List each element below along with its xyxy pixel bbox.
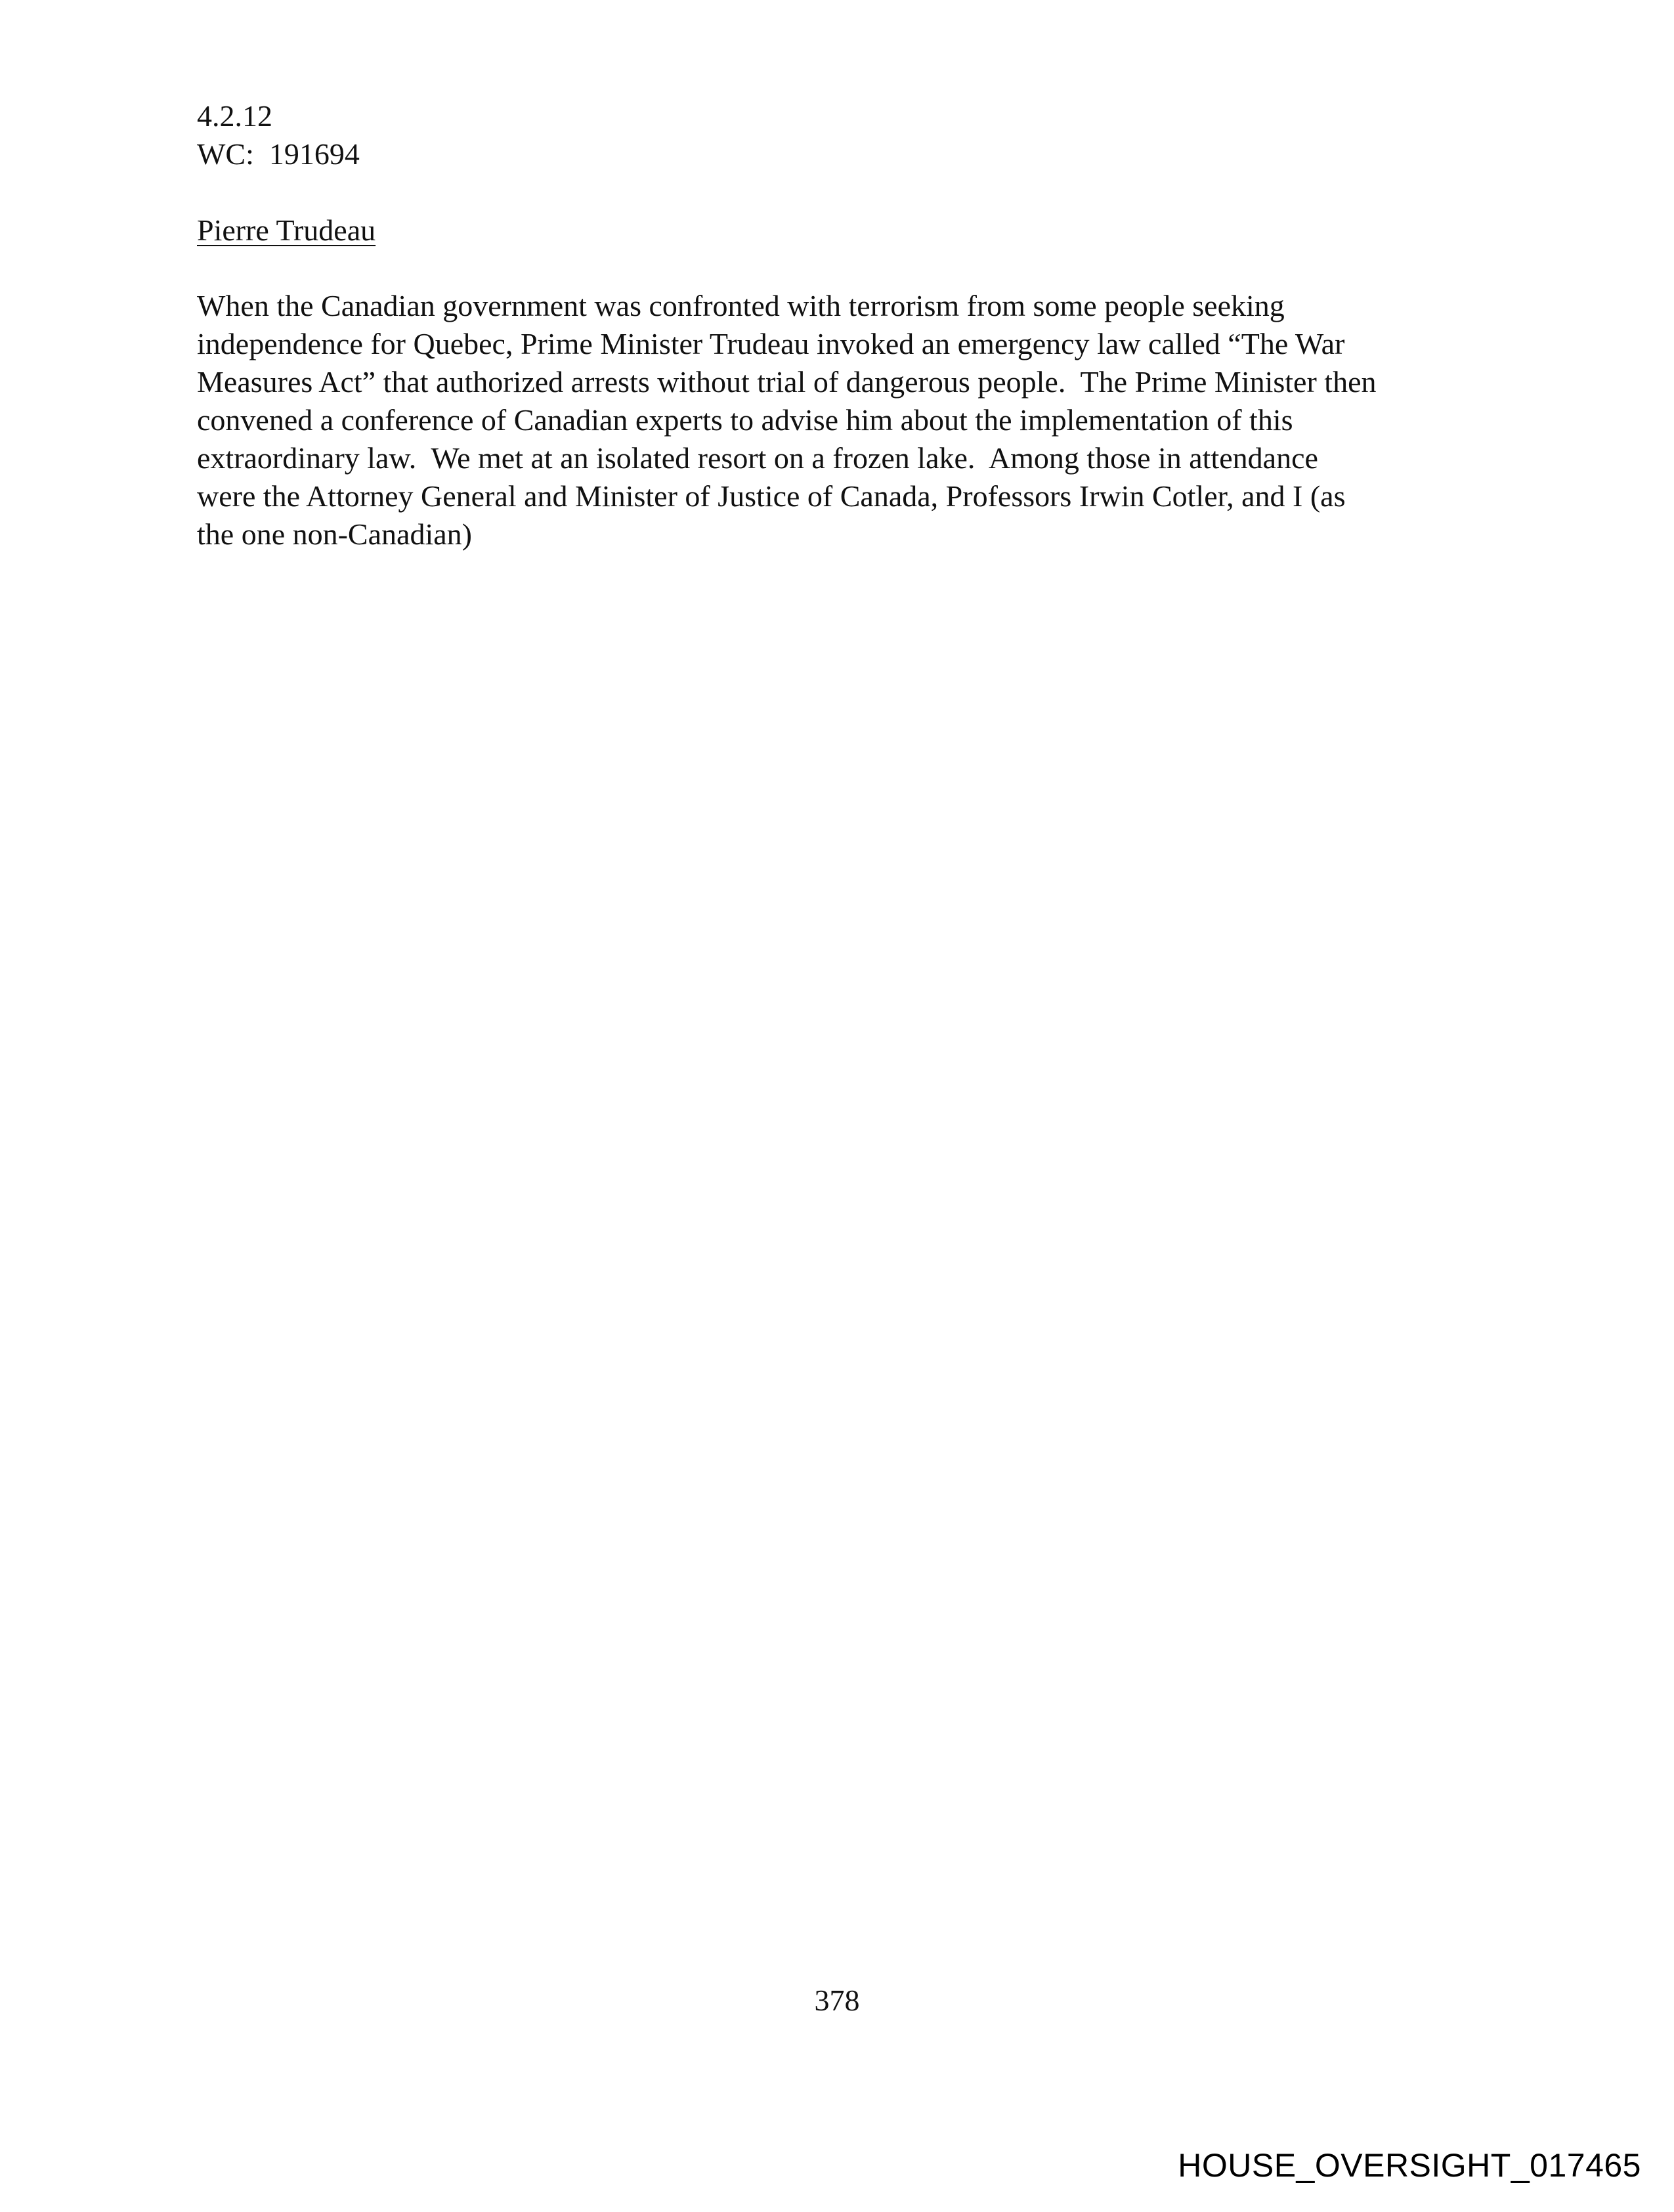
bates-number: HOUSE_OVERSIGHT_017465: [1178, 2147, 1641, 2184]
body-line: When the Canadian government was confronted with terrorism from some people seeking: [197, 289, 1285, 322]
body-line: extraordinary law. We met at an isolated resort on a frozen lake. Among those in attendance: [197, 441, 1318, 475]
body-line: the one non-Canadian): [197, 517, 472, 551]
body-line: were the Attorney General and Minister of Justice of Canada, Professors Irwin Cotler, and I (as: [197, 479, 1346, 513]
header-word-count: WC: 191694: [197, 137, 360, 171]
page-number: 378: [814, 1984, 860, 2017]
header-date: 4.2.12: [197, 99, 272, 133]
body-line: independence for Quebec, Prime Minister Trudeau invoked an emergency law called “The War: [197, 327, 1345, 360]
document-header: [197, 97, 360, 173]
section-title: Pierre Trudeau: [197, 213, 376, 247]
body-line: convened a conference of Canadian experts to advise him about the implementation of this: [197, 403, 1293, 437]
body-line: Measures Act” that authorized arrests without trial of dangerous people. The Prime Minister then: [197, 365, 1377, 399]
body-paragraph: [197, 287, 1510, 553]
